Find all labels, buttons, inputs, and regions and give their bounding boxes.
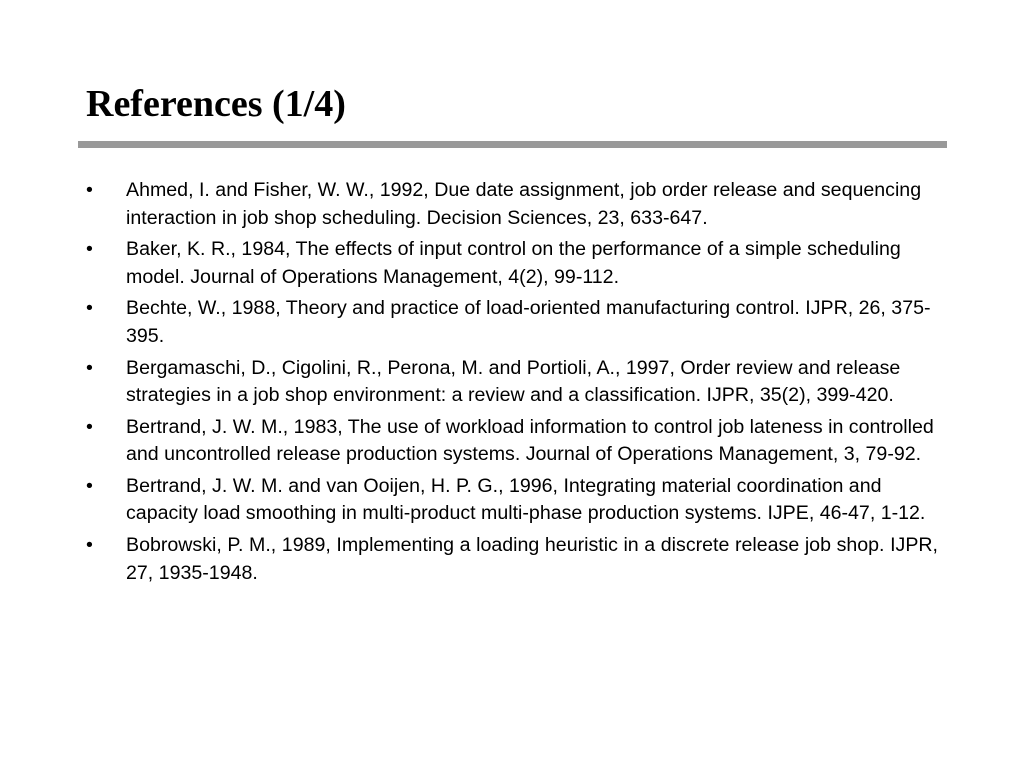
bullet: • bbox=[86, 356, 93, 379]
bullet: • bbox=[86, 238, 93, 261]
reference-item bbox=[80, 473, 938, 528]
reference-text: Bechte, W., 1988, Theory and practice of load-oriented manufacturing control. IJPR, 26, 375-395. bbox=[126, 297, 931, 347]
bullet: • bbox=[86, 415, 93, 438]
reference-item bbox=[80, 532, 938, 587]
reference-item bbox=[80, 177, 938, 232]
reference-item bbox=[80, 355, 938, 410]
reference-item bbox=[80, 295, 938, 350]
reference-list bbox=[80, 177, 938, 591]
bullet: • bbox=[86, 474, 93, 497]
bullet: • bbox=[86, 534, 93, 557]
bullet: • bbox=[86, 297, 93, 320]
reference-text: Bobrowski, P. M., 1989, Implementing a loading heuristic in a discrete release job shop. IJPR, 27, 1935-1948. bbox=[126, 534, 938, 584]
title-divider bbox=[78, 141, 947, 148]
reference-text: Bergamaschi, D., Cigolini, R., Perona, M. and Portioli, A., 1997, Order review and release strategies in a job shop environment: a review and a classification. IJPR, 35(2), 399-420. bbox=[126, 356, 901, 407]
reference-item bbox=[80, 414, 938, 469]
reference-item bbox=[80, 236, 938, 291]
reference-text: Bertrand, J. W. M., 1983, The use of workload information to control job lateness in controlled and uncontrolled release production systems. Journal of Operations Management, 3, 79-92. bbox=[126, 415, 934, 466]
slide-title: References (1/4) bbox=[86, 83, 346, 125]
reference-text: Bertrand, J. W. M. and van Ooijen, H. P. G., 1996, Integrating material coordination and capacity load smoothing in multi-product multi-phase production systems. IJPE, 46-47, 1-12. bbox=[126, 474, 926, 525]
reference-text: Baker, K. R., 1984, The effects of input control on the performance of a simple scheduling model. Journal of Operations Management, 4(2), 99-112. bbox=[126, 238, 901, 288]
reference-text: Ahmed, I. and Fisher, W. W., 1992, Due date assignment, job order release and sequencing interaction in job shop scheduling. Decision Sciences, 23, 633-647. bbox=[126, 179, 922, 229]
bullet: • bbox=[86, 179, 93, 201]
